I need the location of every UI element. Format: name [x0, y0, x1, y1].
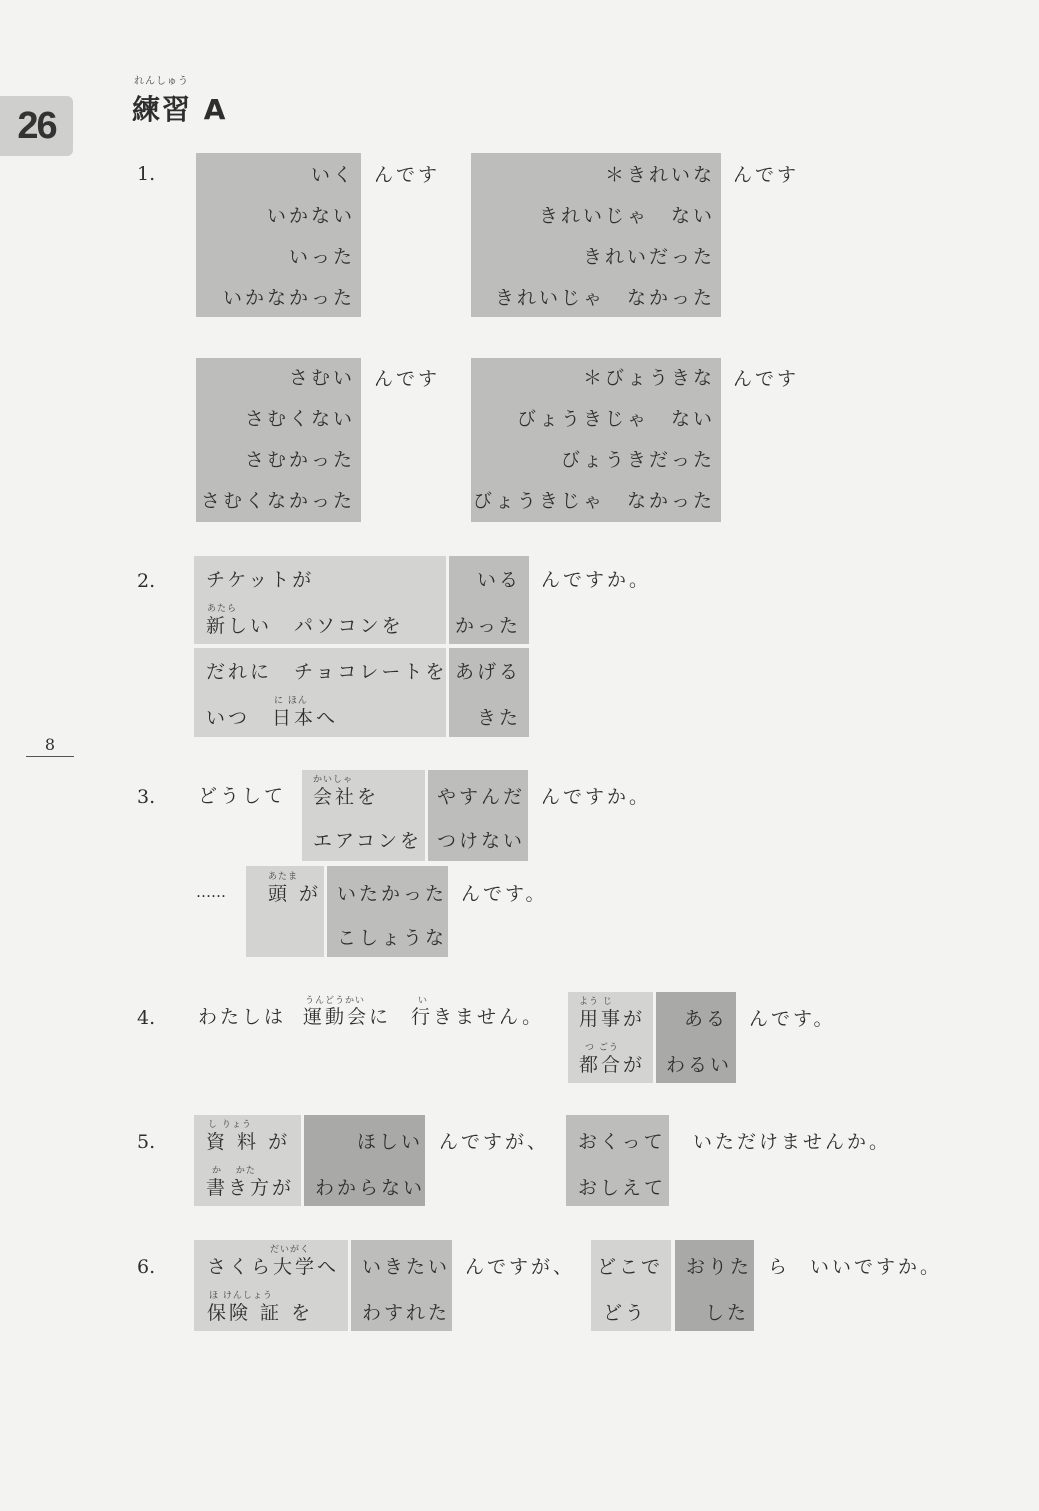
ex4-ruby: よう じ — [579, 997, 613, 1007]
ex6-left-item: さくら大学へ — [207, 1256, 340, 1278]
ex3-lead: どうして — [198, 785, 287, 807]
ex4-sentence: わたしは — [198, 1006, 287, 1028]
ex2-left-item: だれに チョコレートを — [206, 661, 448, 683]
page-title: 練習 A — [132, 93, 228, 126]
ex3-b-left: 頭 が — [268, 883, 322, 905]
ex2-ruby: あたら — [207, 604, 238, 614]
ex6-ruby: ほ けんしょう — [209, 1291, 273, 1301]
ex3-a-right-item: やすんだ — [437, 786, 526, 808]
ex1-b3-item: さむい — [288, 367, 355, 389]
ex3-ruby: かいしゃ — [313, 775, 354, 785]
ex3-b-suffix: んです。 — [461, 883, 548, 905]
ex3-number: 3. — [137, 786, 156, 808]
ex5-mid-suffix: んですが、 — [439, 1131, 550, 1153]
ex4-right-item: ある — [683, 1008, 728, 1030]
ex2-left-item: いつ 日本へ — [206, 707, 339, 729]
ex2-suffix: んですか。 — [541, 569, 652, 591]
ex1-suffix: んです — [733, 368, 800, 390]
ex2-left-item: チケットが — [206, 569, 315, 591]
ex1-suffix: んです — [374, 164, 441, 186]
ex1-b2-item: きれいだった — [582, 246, 715, 268]
ex3-a-left-item: エアコンを — [313, 830, 423, 852]
ex1-b1-item: いった — [288, 246, 355, 268]
ex1-b3-item: さむくなかった — [200, 490, 355, 512]
ex6-end-a: ら — [768, 1256, 791, 1278]
ex6-q-right-item: した — [704, 1302, 749, 1324]
ex4-right-item: わるい — [666, 1054, 733, 1076]
ex5-verb-item: おしえて — [578, 1177, 667, 1199]
ex4-sentence: 運動会に — [303, 1006, 392, 1028]
ex3-a-right-item: つけない — [437, 830, 526, 852]
ex1-box-samui — [196, 358, 361, 522]
ex1-b3-item: さむくない — [244, 408, 355, 430]
ex4-left-item: 都合が — [579, 1054, 646, 1076]
lesson-number-tab: 26 — [0, 96, 73, 156]
ex1-b2-item: きれいじゃ ない — [538, 205, 715, 227]
ex3-a-suffix: んですか。 — [541, 786, 652, 808]
ex3-a-left-item: 会社を — [313, 786, 380, 808]
ex5-right-item: わからない — [315, 1177, 426, 1199]
ex6-number: 6. — [137, 1256, 156, 1278]
ex2-right-item: いる — [476, 569, 521, 591]
ex6-left-item: 保険 証 を — [207, 1302, 314, 1324]
ex5-verb-item: おくって — [578, 1131, 666, 1153]
ex6-q-left-item: どこで — [596, 1256, 663, 1278]
ex5-left-item: 書き方が — [206, 1177, 295, 1199]
ex1-b4-item: びょうきだった — [560, 449, 715, 471]
ex6-end-b: いいですか。 — [810, 1256, 943, 1278]
ex3-ruby: あたま — [268, 872, 299, 882]
ex1-b1-item: いかない — [266, 205, 355, 227]
ex4-number: 4. — [137, 1007, 156, 1029]
ex4-ruby: い — [418, 996, 429, 1006]
ex3-b-right-item: いたかった — [337, 883, 448, 905]
ex2-right-item: きた — [476, 707, 521, 729]
ex1-b4-item: びょうきじゃ ない — [516, 408, 715, 430]
ex6-q-left-item: どう — [603, 1302, 648, 1324]
ex5-end: いただけませんか。 — [693, 1131, 892, 1153]
ex1-b2-item: きれいじゃ なかった — [494, 287, 715, 309]
page-number: 8 — [26, 735, 74, 757]
ex1-b1-item: いく — [310, 164, 355, 186]
ex3-dots: …… — [196, 883, 226, 901]
ex4-sentence: 行きません。 — [411, 1006, 545, 1028]
ex1-b4-item: びょうきじゃ なかった — [472, 490, 715, 512]
ex1-b2-item: ＊きれいな — [604, 164, 715, 186]
ex2-number: 2. — [137, 570, 156, 592]
ex1-b3-item: さむかった — [244, 449, 355, 471]
ex6-right-item: わすれた — [362, 1302, 451, 1324]
ex5-number: 5. — [137, 1131, 156, 1153]
ex1-suffix: んです — [374, 368, 441, 390]
ex5-ruby: か かた — [212, 1166, 256, 1176]
ex2-left-item: 新しい パソコンを — [206, 615, 404, 637]
ex6-ruby: だいがく — [270, 1245, 311, 1255]
ex3-b-right-item: こしょうな — [337, 927, 448, 949]
ex1-box-kirei — [471, 153, 721, 317]
ex1-number: 1. — [137, 163, 156, 185]
ex1-suffix: んです — [733, 164, 800, 186]
ex5-left-item: 資 料 が — [206, 1131, 291, 1153]
ex4-left-item: 用事が — [579, 1008, 646, 1030]
ex6-right-item: いきたい — [362, 1256, 451, 1278]
ex4-suffix: んです。 — [749, 1008, 836, 1030]
ex1-b4-item: ＊びょうきな — [582, 367, 715, 389]
ex1-box-iku — [196, 153, 361, 317]
ex6-mid-suffix: んですが、 — [465, 1256, 576, 1278]
ex4-ruby: うんどうかい — [305, 996, 366, 1006]
ex2-right-item: かった — [454, 615, 521, 637]
title-ruby: れんしゅう — [134, 76, 189, 87]
ex5-right-item: ほしい — [356, 1131, 423, 1153]
ex6-q-right-item: おりた — [686, 1256, 753, 1278]
ex4-ruby: つ ごう — [585, 1043, 619, 1053]
ex1-box-byouki — [471, 358, 721, 522]
ex1-b1-item: いかなかった — [222, 287, 355, 309]
ex2-ruby: に ほん — [274, 696, 308, 706]
ex2-right-item: あげる — [454, 661, 521, 683]
ex5-ruby: し りょう — [208, 1120, 252, 1130]
